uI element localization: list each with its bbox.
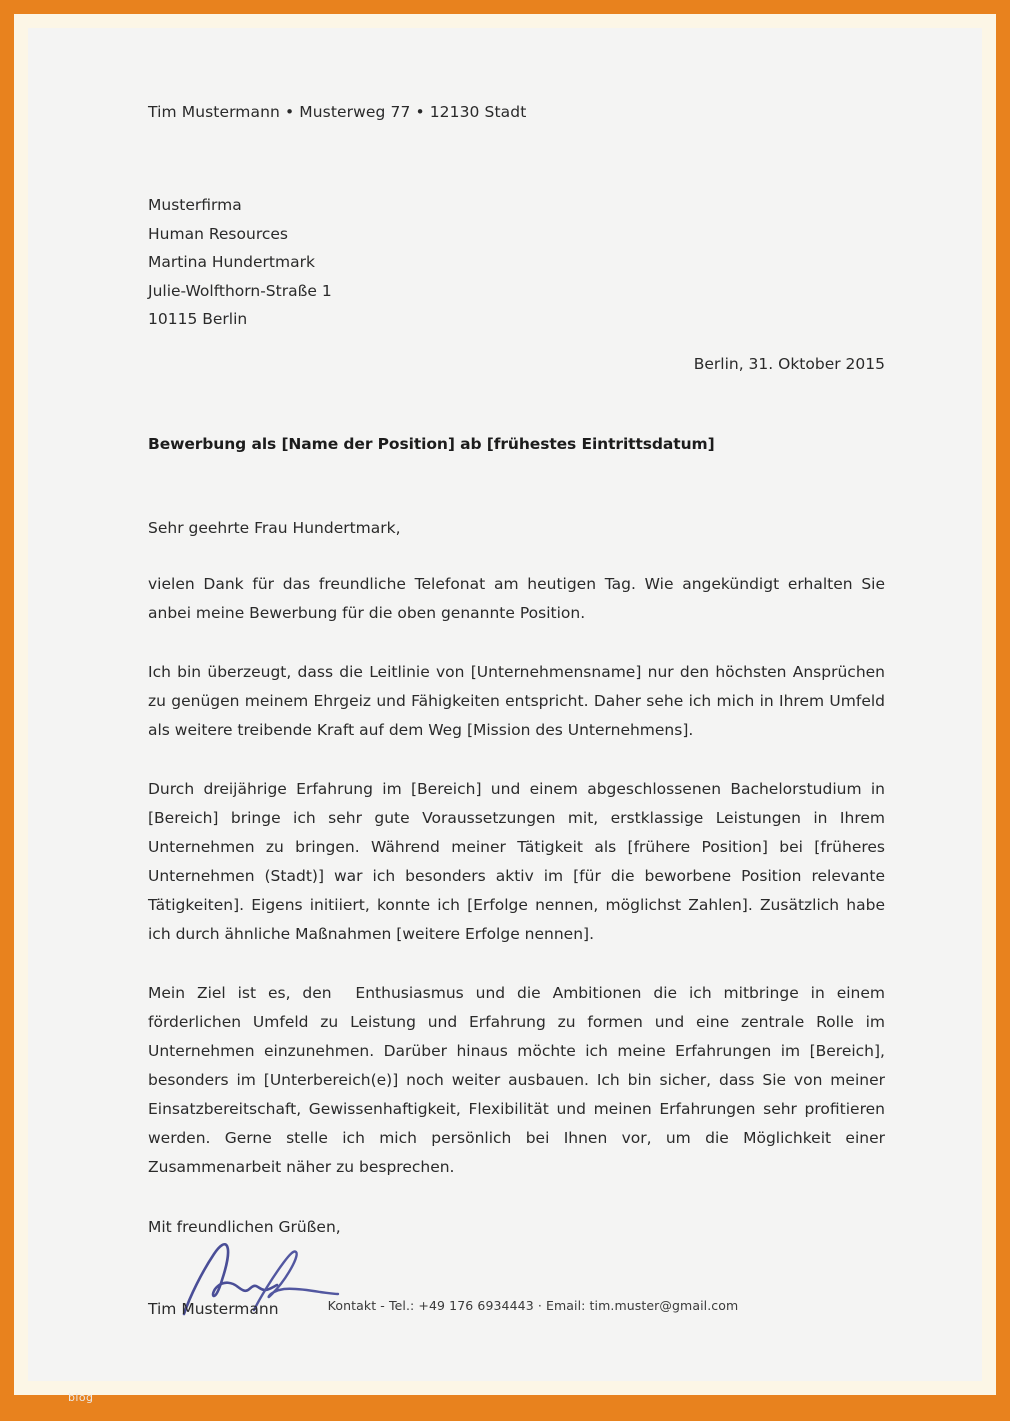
watermark: blog (68, 1391, 94, 1404)
recipient-line-street: Julie-Wolfthorn-Straße 1 (148, 281, 332, 300)
page-border-left (0, 0, 14, 1421)
page-border-inner-top (14, 14, 996, 28)
body-paragraph-2: Ich bin überzeugt, dass die Leitlinie von [Unternehmensname] nur den höchsten Ansprüchen zu genügen meinem Ehrgeiz und Fähigkeiten entspricht. Daher sehe ich mich in Ihrem Umfeld als weitere treibende Kraft auf dem Weg [Mission des Unternehmens]. (148, 662, 890, 739)
page-border-right (996, 0, 1010, 1421)
closing-salutation: Mit freundlichen Grüßen, (148, 1217, 341, 1236)
recipient-line-city: 10115 Berlin (148, 310, 248, 328)
page-border-inner-bottom (14, 1381, 996, 1395)
page-border-inner-right (982, 14, 996, 1395)
signer-name: Tim Mustermann (148, 1299, 279, 1318)
sender-address-line: Tim Mustermann • Musterweg 77 • 12130 Stadt (148, 103, 527, 121)
recipient-address-block (148, 191, 885, 334)
page-border-bottom (0, 1395, 1010, 1421)
recipient-line-person: Martina Hundertmark (148, 253, 315, 271)
letter-sheet (28, 28, 982, 1404)
subject-line: Bewerbung als [Name der Position] ab [frühestes Eintrittsdatum] (148, 434, 715, 453)
page-border-inner-left (14, 14, 28, 1395)
body-paragraph-1: vielen Dank für das freundliche Telefonat am heutigen Tag. Wie angekündigt erhalten Sie anbei meine Bewerbung für die oben genannte Position. (148, 574, 890, 622)
recipient-line-company: Musterfirma (148, 196, 242, 214)
body-paragraph-4: Mein Ziel ist es, den Enthusiasmus und die Ambitionen die ich mitbringe in einem förderlichen Umfeld zu Leistung und Erfahrung zu formen und eine zentrale Rolle im Unternehmen einzunehmen. Darüber hinaus möchte ich meine Erfahrungen im [Bereich], besonders im [Unterbereich(e)] noch weiter ausbauen. Ich bin sicher, dass Sie von meiner Einsatzbereitschaft, Gewissenhaftigkeit, Flexibilität und meinen Erfahrungen sehr profitieren werden. Gerne stelle ich mich persönlich bei Ihnen vor, um die Möglichkeit einer Zusammenarbeit näher zu besprechen. (148, 983, 890, 1176)
footer-contact: Kontakt - Tel.: +49 176 6934443 · Email: tim.muster@gmail.com (327, 1298, 739, 1313)
salutation: Sehr geehrte Frau Hundertmark, (148, 518, 401, 537)
date-line: Berlin, 31. Oktober 2015 (693, 354, 885, 373)
body-paragraph-3: Durch dreijährige Erfahrung im [Bereich] und einem abgeschlossenen Bachelorstudium in [Bereich] bringe ich sehr gute Voraussetzungen mit, erstklassige Leistungen in Ihrem Unternehmen zu bringen. Während meiner Tätigkeit als [frühere Position] bei [früheres Unternehmen (Stadt)] war ich besonders aktiv im [für die beworbene Position relevante Tätigkeiten]. Eigens initiiert, konnte ich [Erfolge nennen, möglichst Zahlen]. Zusätzlich habe ich durch ähnliche Maßnahmen [weitere Erfolge nennen]. (148, 779, 890, 943)
recipient-line-department: Human Resources (148, 224, 288, 243)
page-border-top (0, 0, 1010, 14)
letter-body (148, 103, 890, 1318)
